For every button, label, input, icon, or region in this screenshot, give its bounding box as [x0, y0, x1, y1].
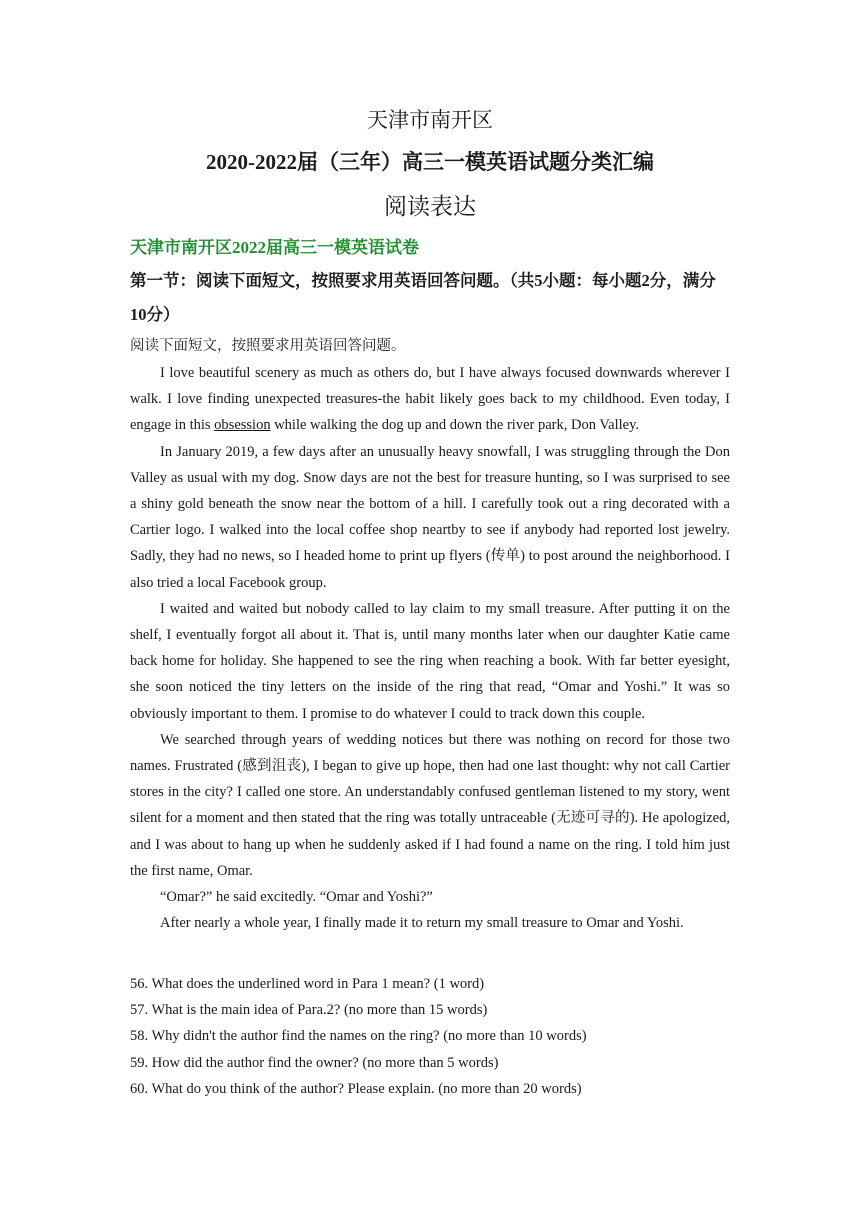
question-list — [130, 971, 730, 1102]
underlined-word: obsession — [214, 417, 271, 434]
paragraph-3: I waited and waited but nobody called to lay claim to my small treasure. After putting it on the shelf, I eventually forgot all about it. That is, until many months later when our daughter Katie came back home for holiday. She happened to see the ring when reaching a book. With far better eyesight, she soon noticed the tiny letters on the inside of the ring that read, “Omar and Yoshi.” It was so obviously important to them. I promise to do whatever I could to track down this couple. — [130, 600, 730, 722]
paragraph-2: In January 2019, a few days after an unusually heavy snowfall, I was struggling through the Don Valley as usual with my dog. Snow days are not the best for treasure hunting, so I was surprised to see a shiny gold beneath the snow near the bottom of a hill. I carefully took out a ring decorated with a Cartier logo. I walked into the local coffee shop neartby to see if anybody had reported lost jewelry. Sadly, they had no news, so I headed home to print up flyers (传单) to post around the neighborhood. I also tried a local Facebook group. — [130, 443, 730, 591]
paragraph-1-start: I love beautiful scenery as much as others do, but I have always focused downwards wherever I walk. I love finding unexpected treasures-the habit likely goes back to my childhood. Even today, I engage in this — [130, 365, 730, 434]
section-heading: 第一节：阅读下面短文，按照要求用英语回答问题。（共5小题：每小题2分，满分10分） — [130, 271, 716, 324]
paragraph-1-end: while walking the dog up and down the river park, Don Valley. — [270, 417, 640, 434]
paragraph-4: We searched through years of wedding notices but there was nothing on record for those two names. Frustrated (感到沮丧), I began to give up hope, then had one last thought: why not call Cartier stores in the city? I called one store. An understandably confused gentleman listened to my story, went silent for a moment and then stated that the ring was totally untraceable (无迹可寻的). He apologized, and I was about to hang up when he suddenly asked if I had found a name on the ring. I told him just the first name, Omar. — [130, 731, 730, 879]
paragraph-1 — [130, 360, 730, 439]
question-60: 60. What do you think of the author? Please explain. (no more than 20 words) — [130, 1080, 582, 1097]
question-58: 58. Why didn't the author find the names on the ring? (no more than 10 words) — [130, 1028, 587, 1045]
topic-title: 阅读表达 — [384, 194, 476, 219]
question-56: 56. What does the underlined word in Para 1 mean? (1 word) — [130, 976, 485, 992]
paragraph-5: “Omar?” he said excitedly. “Omar and Yoshi?” — [160, 889, 433, 906]
exam-title: 天津市南开区2022届高三一模英语试卷 — [130, 238, 419, 257]
passage — [130, 360, 730, 936]
question-59: 59. How did the author find the owner? (no more than 5 words) — [130, 1054, 499, 1071]
paragraph-6: After nearly a whole year, I finally made it to return my small treasure to Omar and Yoshi. — [160, 915, 684, 932]
instruction: 阅读下面短文，按照要求用英语回答问题。 — [130, 338, 406, 354]
region-title: 天津市南开区 — [367, 108, 493, 132]
question-57: 57. What is the main idea of Para.2? (no more than 15 words) — [130, 1002, 488, 1019]
collection-title: 2020-2022届（三年）高三一模英语试题分类汇编 — [206, 150, 654, 174]
